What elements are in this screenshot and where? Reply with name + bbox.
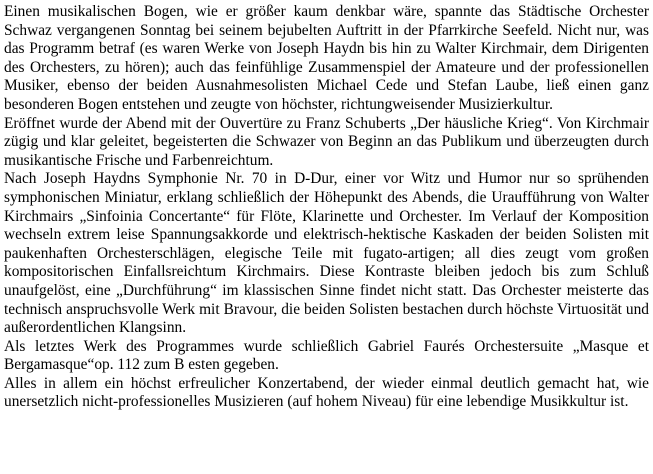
paragraph-faure: Als letztes Werk des Programmes wurde schließlich Gabriel Faurés Orchestersuite „Masque et Bergamasque“op. 112 zum B esten gegeben. (4, 337, 649, 374)
article-body (4, 3, 649, 412)
paragraph-intro: Einen musikalischen Bogen, wie er größer kaum denkbar wäre, spannte das Städtische Orchester Schwaz vergangenen Sonntag bei seinem bejubelten Auftritt in der Pfarrkirche Seefeld. Nicht nur, was das Programm betraf (es waren Werke von Joseph Haydn bis hin zu Walter Kirchmair, dem Dirigenten des Orchesters, zu hören); auch das feinfühlige Zusammenspiel der Amateure und der professionellen Musiker, ebenso der beiden Ausnahmesolisten Michael Cede und Stefan Laube, ließ einen ganz besonderen Bogen entstehen und zeugte von höchster, richtungweisender Musizierkultur. (4, 3, 649, 113)
paragraph-overture: Eröffnet wurde der Abend mit der Ouvertüre zu Franz Schuberts „Der häusliche Krieg“. Von Kirchmair zügig und klar geleitet, begeisterten die Schwazer von Beginn an das Publikum und überzeugten durch musikantische Frische und Farbenreichtum. (4, 114, 649, 169)
paragraph-sinfonia: Nach Joseph Haydns Symphonie Nr. 70 in D-Dur, einer vor Witz und Humor nur so sprühenden symphonischen Miniatur, erklang schließlich der Höhepunkt des Abends, die Uraufführung von Walter Kirchmairs „Sinfoinia Concertante“ für Flöte, Klarinette und Orchester. Im Verlauf der Komposition wechseln extrem leise Spannungsakkorde und elektrisch-hektische Kaskaden der beiden Solisten mit paukenhaften Orchesterschlägen, elegische Teile mit fugato-artigen; all dies zeugt vom großen kompositorischen Einfallsreichtum Kirchmairs. Diese Kontraste bleiben jedoch bis zum Schluß unaufgelöst, eine „Durchführung“ im klassischen Sinne findet nicht statt. Das Orchester meisterte das technisch anspruchsvolle Werk mit Bravour, die beiden Solisten bestachen durch höchste Virtuosität und außerordentlichen Klangsinn. (4, 170, 649, 337)
paragraph-conclusion: Alles in allem ein höchst erfreulicher Konzertabend, der wieder einmal deutlich gemacht hat, wie unersetzlich nicht-professionelles Musizieren (auf hohem Niveau) für eine lebendige Musikkultur ist. (4, 374, 649, 411)
